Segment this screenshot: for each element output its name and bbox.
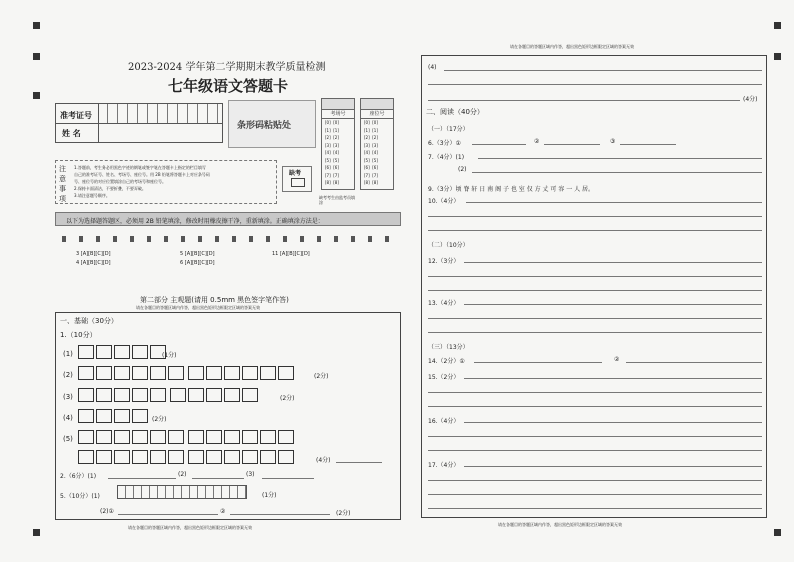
answer-line[interactable] <box>108 478 176 479</box>
barcode-area <box>228 100 316 148</box>
q5-label: 5.（10分）(1) <box>60 493 100 500</box>
q1-item-score: (2分) <box>280 395 295 402</box>
notice-item: 2.保持卡面清洁，不要折叠，不要弄破。 <box>74 186 146 191</box>
q1-item-label: (4) <box>63 414 73 422</box>
q6-sub-label: ② <box>534 138 540 145</box>
reading-answer-box <box>421 55 767 518</box>
registration-mark <box>774 22 781 29</box>
q1-label: 1.（10分） <box>60 331 97 339</box>
answer-line[interactable] <box>472 172 762 173</box>
q13-label: 13.（4分） <box>428 300 460 307</box>
reading-sub3: （三）（13分） <box>428 344 469 351</box>
mc-row[interactable]: 6 [A][B][C][D] <box>180 260 215 266</box>
q2-label: 2.（6分）(1) <box>60 473 97 480</box>
registration-mark <box>33 529 40 536</box>
notice-item: 1.答题前，考生务必用黑色字迹的钢笔或签字笔在答题卡上指定的栏目填写 <box>74 165 206 170</box>
answer-line[interactable] <box>444 70 762 71</box>
q1-item-label: (5) <box>63 435 73 443</box>
left-footer-note: 请在各题目的答题区域内作答，超出黑色矩形边框限定区域的答案无效 <box>128 525 252 530</box>
q1-item-score: (2分) <box>152 416 167 423</box>
answer-line[interactable] <box>428 216 762 217</box>
absent-box <box>282 166 312 192</box>
q5-score: (1分) <box>262 492 277 499</box>
registration-mark <box>774 53 781 60</box>
q7-label: 7.（4分）(1) <box>428 154 465 161</box>
q5-sub-label: (2)① <box>100 508 114 515</box>
absent-checkbox[interactable] <box>291 178 305 187</box>
answer-line[interactable] <box>464 262 762 263</box>
notice-list <box>74 164 274 199</box>
char-boxes[interactable] <box>78 409 150 423</box>
char-boxes[interactable] <box>78 430 296 444</box>
answer-line[interactable] <box>620 144 676 145</box>
absent-label: 缺考 <box>289 170 302 177</box>
reading-sub2: （二）（10分） <box>428 242 469 249</box>
part2-note: 请在各题目的答题区域内作答，超出黑色矩形边框限定区域的答案无效 <box>136 305 260 310</box>
char-boxes[interactable] <box>78 388 260 402</box>
q4-score: (4分) <box>743 96 758 103</box>
answer-line[interactable] <box>118 514 218 515</box>
objective-banner <box>55 212 401 226</box>
answer-line[interactable] <box>428 276 762 277</box>
q1-item-label: (1) <box>63 350 73 358</box>
q1-item-score: (1分) <box>162 352 177 359</box>
q16-label: 16.（4分） <box>428 418 460 425</box>
q6-label: 6.（3分）① <box>428 140 461 147</box>
q4-label: (4) <box>428 64 437 71</box>
answer-line[interactable] <box>464 304 762 305</box>
seat-label: 座位号 <box>361 110 393 119</box>
notice-side-label: 注意事项 <box>59 165 66 203</box>
registration-mark <box>774 529 781 536</box>
q7-sub-label: (2) <box>458 166 467 173</box>
part2-title: 第二部分 主观题(请用 0.5mm 黑色签字笔作答) <box>140 296 289 304</box>
name-field[interactable] <box>98 122 222 142</box>
answer-line[interactable] <box>428 100 740 101</box>
exam-no-label: 准考证号 <box>60 111 92 120</box>
answer-line[interactable] <box>626 362 762 363</box>
answer-line[interactable] <box>428 84 762 85</box>
answer-line[interactable] <box>428 392 762 393</box>
q2-sub-label: (3) <box>246 471 255 478</box>
answer-line[interactable] <box>466 202 762 203</box>
answer-line[interactable] <box>428 332 762 333</box>
mc-row[interactable]: 4 [A][B][C][D] <box>76 260 111 266</box>
mc-row[interactable]: 3 [A][B][C][D] <box>76 251 111 257</box>
name-label: 姓 名 <box>62 129 81 138</box>
registration-mark <box>33 92 40 99</box>
char-boxes[interactable] <box>78 345 168 359</box>
answer-line[interactable] <box>464 466 762 467</box>
timing-marks <box>62 236 392 242</box>
answer-line[interactable] <box>428 406 762 407</box>
notice-item: 号、座位号的对应位置填涂自己的考场号和座位号。 <box>74 179 166 184</box>
exam-room-label: 考场号 <box>322 110 354 119</box>
q1-item-label: (2) <box>63 371 73 379</box>
q14-sub-label: ② <box>614 356 620 363</box>
seat-grid[interactable]: 座位号 [0] [0] [1] [1] [2] [2] [3] [3] [4] [4] [5] [5] [6] [6] [7] [7] [8] [8] <box>360 98 394 190</box>
q1-item-label: (3) <box>63 393 73 401</box>
right-top-note: 请在各题目的答题区域内作答，超出黑色矩形边框限定区域的答案无效 <box>510 44 634 49</box>
answer-line[interactable] <box>336 462 382 463</box>
barcode-label: 条形码粘贴处 <box>237 121 292 131</box>
answer-line[interactable] <box>428 480 762 481</box>
registration-mark <box>33 53 40 60</box>
q10-label: 10.（4分） <box>428 198 460 205</box>
right-bottom-note: 请在各题目的答题区域内作答，超出黑色矩形边框限定区域的答案无效 <box>498 522 622 527</box>
answer-line[interactable] <box>192 478 244 479</box>
answer-line[interactable] <box>230 514 330 515</box>
answer-line[interactable] <box>428 290 762 291</box>
exam-room-grid[interactable]: 考场号 [0] [0] [1] [1] [2] [2] [3] [3] [4] [4] [5] [5] [6] [6] [7] [7] [8] [8] <box>321 98 355 190</box>
answer-line[interactable] <box>428 230 762 231</box>
q5-sub-score: (2分) <box>336 510 351 517</box>
section1-title: 一、基础（30分） <box>60 317 118 325</box>
q2-sub-label: (2) <box>178 471 187 478</box>
notice-item: 自己的准考证号、姓名、考场号、座位号。用 2B 铅笔将答题卡上对应条号码 <box>74 172 210 177</box>
mc-row[interactable]: 5 [A][B][C][D] <box>180 251 215 257</box>
reading-title: 二、阅读（40分） <box>426 108 484 116</box>
answer-line[interactable] <box>428 508 762 509</box>
answer-line[interactable] <box>428 450 762 451</box>
q9-label: 9.（3分）顷 脊 轩 日 南 阁 子 也 室 仅 方 丈 可 容 一 人 居。 <box>428 186 595 193</box>
reading-sub1: （一）（17分） <box>428 126 469 133</box>
answer-line[interactable] <box>464 378 762 379</box>
answer-line[interactable] <box>474 362 602 363</box>
sheet-title: 七年级语文答题卡 <box>168 77 289 95</box>
registration-mark <box>33 22 40 29</box>
notice-item: 3.请注意题号顺序。 <box>74 193 110 198</box>
q6-sub-label: ③ <box>610 138 616 145</box>
mc-row[interactable]: 11 [A][B][C][D] <box>272 251 310 257</box>
q15-label: 15.（2分） <box>428 374 460 381</box>
q17-label: 17.（4分） <box>428 462 460 469</box>
char-boxes[interactable] <box>78 366 296 380</box>
answer-line[interactable] <box>464 422 762 423</box>
absent-note: 缺考考生由监考员填涂 <box>319 195 355 205</box>
exam-title: 2023-2024 学年第二学期期末教学质量检测 <box>128 62 326 73</box>
q14-label: 14.（2分）① <box>428 358 465 365</box>
objective-banner-text: 以下为选择题答题区，必须用 2B 铅笔填涂，修改时用橡皮擦干净，重新填涂。正确填涂方法是： <box>66 218 324 225</box>
q5-grid[interactable] <box>117 485 247 499</box>
q1-item-score: (4分) <box>316 457 331 464</box>
answer-line[interactable] <box>428 494 762 495</box>
answer-line[interactable] <box>262 478 314 479</box>
answer-line[interactable] <box>428 318 762 319</box>
answer-line[interactable] <box>544 144 600 145</box>
q12-label: 12.（3分） <box>428 258 460 265</box>
answer-line[interactable] <box>428 436 762 437</box>
q1-item-score: (2分) <box>314 373 329 380</box>
char-boxes[interactable] <box>78 450 296 464</box>
answer-line[interactable] <box>478 158 762 159</box>
q5-sub-label: ② <box>220 508 226 515</box>
answer-line[interactable] <box>472 144 526 145</box>
